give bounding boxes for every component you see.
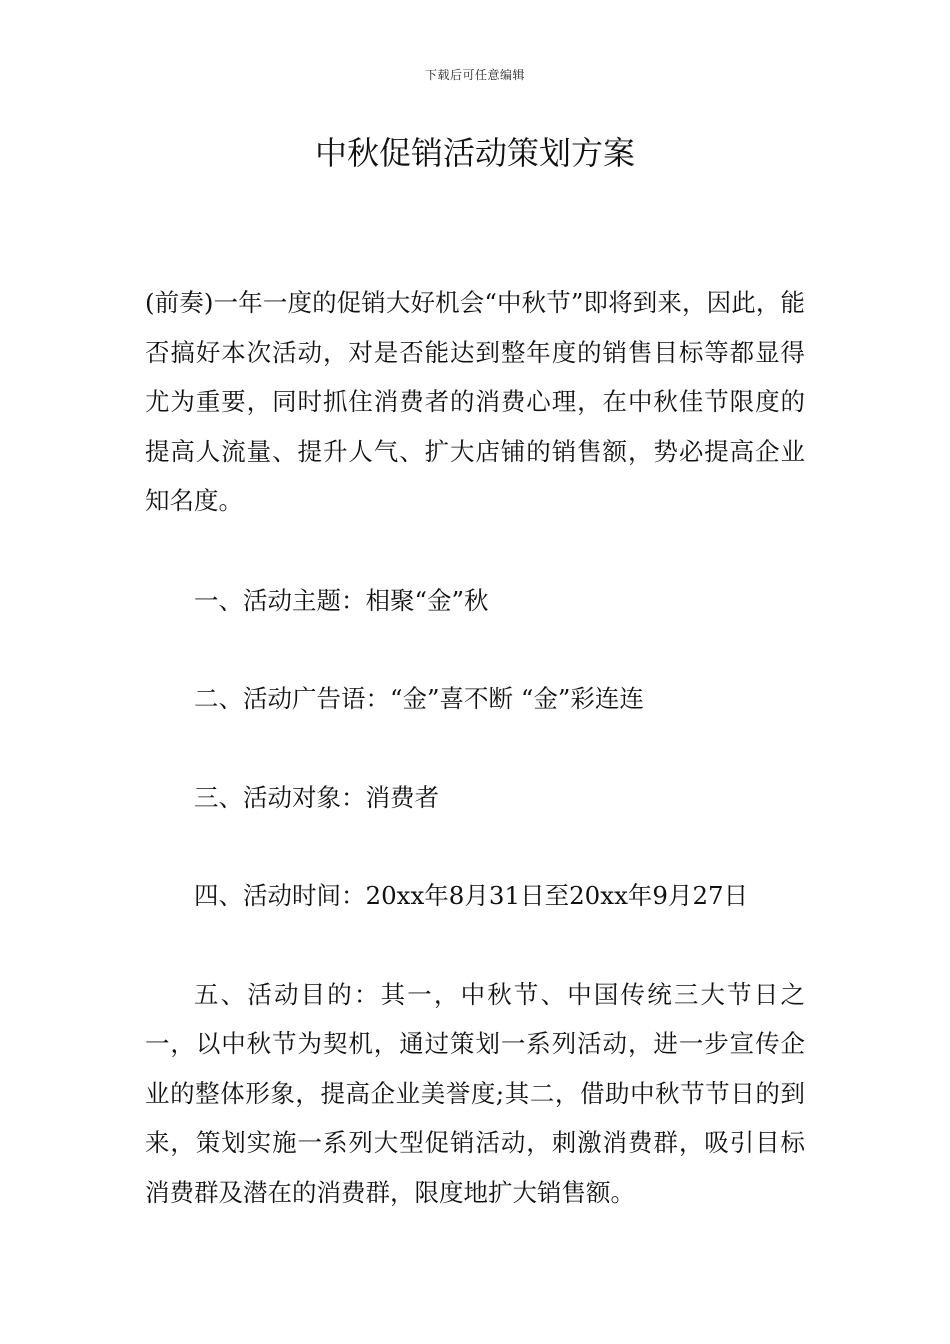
spacer [145, 724, 805, 773]
document-body [145, 278, 805, 1217]
spacer [145, 921, 805, 970]
intro-paragraph: (前奏)一年一度的促销大好机会“中秋节”即将到来，因此，能否搞好本次活动，对是否能达到整年度的销售目标等都显得尤为重要，同时抓住消费者的消费心理，在中秋佳节限度的提高人流量、提升人气、扩大店铺的销售额，势必提高企业知名度。 [145, 288, 805, 515]
section-audience: 三、活动对象：消费者 [194, 782, 439, 812]
section-slogan: 二、活动广告语：“金”喜不断 “金”彩连连 [194, 684, 644, 713]
spacer [145, 822, 805, 871]
section-time: 四、活动时间：20xx年8月31日至20xx年9月27日 [194, 881, 749, 910]
section-purpose: 五、活动目的：其一，中秋节、中国传统三大节日之一，以中秋节为契机，通过策划一系列活动，进一步宣传企业的整体形象，提高企业美誉度;其二，借助中秋节节日的到来，策划实施一系列大型促销活动，刺激消费群，吸引目标消费群及潜在的消费群，限度地扩大销售额。 [145, 979, 805, 1207]
spacer [145, 625, 805, 674]
header-note: 下载后可任意编辑 [424, 68, 525, 82]
spacer [145, 526, 805, 576]
document-title: 中秋促销活动策划方案 [314, 134, 635, 172]
section-theme: 一、活动主题：相聚“金”秋 [194, 585, 489, 615]
